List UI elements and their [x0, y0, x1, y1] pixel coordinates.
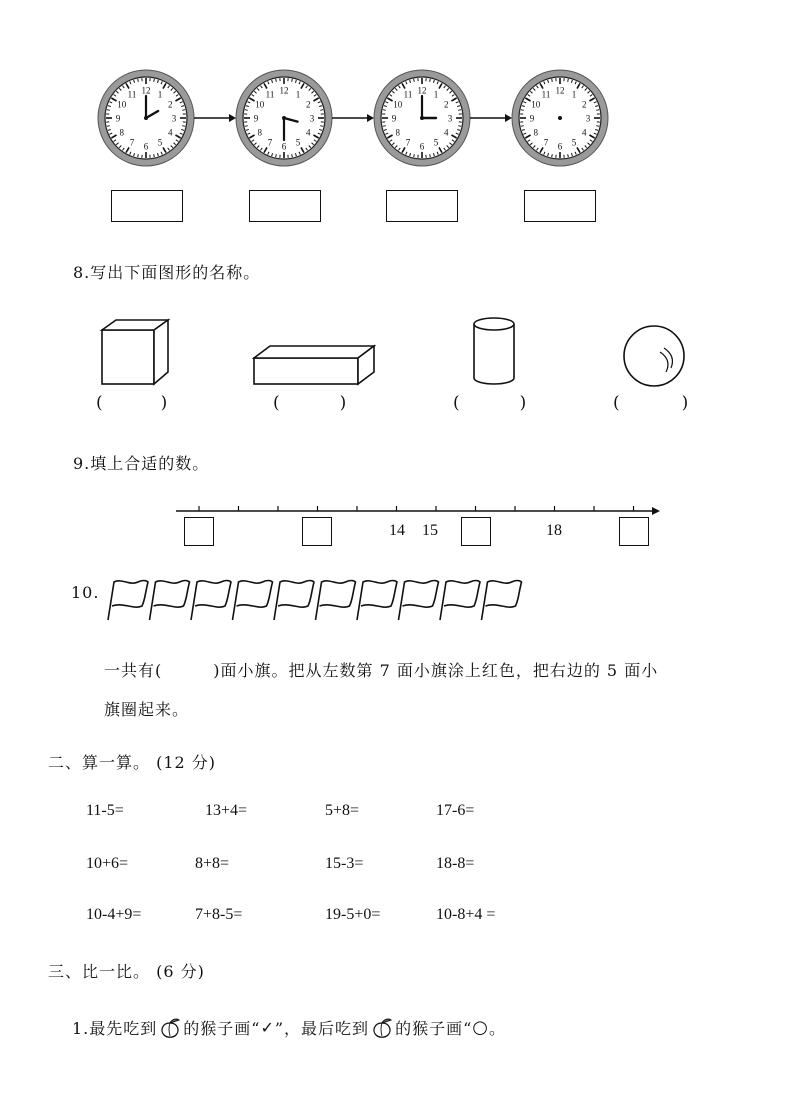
circle-mark-icon: ○: [472, 1017, 489, 1038]
svg-text:3: 3: [309, 113, 315, 124]
flag-icon: [440, 581, 480, 621]
answer-blank[interactable]: ( ): [273, 393, 347, 413]
equation: 11-5=: [86, 802, 124, 819]
flag-icon: [274, 581, 314, 621]
clock-icon: [236, 70, 332, 166]
svg-text:6: 6: [419, 141, 425, 152]
arrow-icon: [470, 114, 512, 122]
svg-text:5: 5: [295, 137, 301, 148]
svg-text:5: 5: [571, 137, 577, 148]
number-line-box[interactable]: [461, 517, 491, 546]
equation: 10+6=: [86, 855, 129, 872]
svg-text:4: 4: [305, 127, 311, 138]
equation: 7+8-5=: [195, 906, 243, 923]
equation: 15-3=: [325, 855, 364, 872]
equation: 18-8=: [436, 855, 475, 872]
clock-icon: [512, 70, 608, 166]
svg-text:7: 7: [267, 137, 273, 148]
cuboid-icon: [254, 346, 374, 384]
svg-text:6: 6: [281, 141, 287, 152]
equation: 13+4=: [205, 802, 248, 819]
cylinder-icon: [474, 318, 514, 384]
number-line-label: 15: [422, 522, 438, 539]
svg-text:8: 8: [395, 127, 401, 138]
question-10-line2: 旗圈起来。: [104, 700, 190, 719]
check-mark-icon: ✓: [260, 1018, 275, 1037]
arrow-icon: [194, 114, 236, 122]
sphere-icon: [624, 326, 684, 386]
flag-icon: [233, 581, 273, 621]
flag-icon: [316, 581, 356, 621]
equation: 5+8=: [325, 802, 360, 819]
svg-text:10: 10: [255, 99, 265, 110]
answer-blank[interactable]: ( ): [613, 393, 689, 413]
svg-text:4: 4: [167, 127, 173, 138]
section-2-title: 二、算一算。 (12 分): [48, 753, 217, 772]
flag-icon: [399, 581, 439, 621]
peach-icon: [158, 1017, 182, 1039]
clock-answer-box[interactable]: [524, 190, 596, 222]
svg-text:11: 11: [265, 89, 275, 100]
svg-text:2: 2: [581, 99, 587, 110]
svg-text:2: 2: [167, 99, 173, 110]
svg-text:3: 3: [171, 113, 177, 124]
equation: 8+8=: [195, 855, 230, 872]
svg-text:7: 7: [405, 137, 411, 148]
svg-text:7: 7: [129, 137, 135, 148]
clock-answer-box[interactable]: [111, 190, 183, 222]
number-line-box[interactable]: [184, 517, 214, 546]
flag-icon: [108, 581, 148, 621]
arrow-icon: [332, 114, 374, 122]
shapes-row: [0, 300, 790, 400]
flags-row: [100, 572, 540, 628]
number-line-label: 18: [546, 522, 562, 539]
peach-icon: [370, 1017, 394, 1039]
svg-text:1: 1: [295, 89, 301, 100]
svg-text:6: 6: [557, 141, 563, 152]
svg-text:1: 1: [571, 89, 577, 100]
equation: 19-5+0=: [325, 906, 381, 923]
svg-text:11: 11: [541, 89, 551, 100]
number-line-label: 14: [389, 522, 405, 539]
flag-icon: [482, 581, 522, 621]
question-10-line1: 一共有( )面小旗。把从左数第 7 面小旗涂上红色，把右边的 5 面小: [104, 661, 659, 680]
equation: 17-6=: [436, 802, 475, 819]
flag-icon: [191, 581, 231, 621]
svg-text:9: 9: [391, 113, 397, 124]
svg-text:1: 1: [433, 89, 439, 100]
svg-text:11: 11: [403, 89, 413, 100]
svg-text:9: 9: [253, 113, 259, 124]
number-line-box[interactable]: [302, 517, 332, 546]
q1-text: 1.最先吃到: [72, 1019, 158, 1038]
svg-text:4: 4: [443, 127, 449, 138]
svg-text:12: 12: [141, 85, 151, 96]
equation: 10-4+9=: [86, 906, 142, 923]
svg-text:9: 9: [115, 113, 121, 124]
number-line-box[interactable]: [619, 517, 649, 546]
svg-text:10: 10: [531, 99, 541, 110]
svg-text:5: 5: [433, 137, 439, 148]
q1-text: 的猴子画“: [183, 1019, 261, 1038]
svg-text:7: 7: [543, 137, 549, 148]
svg-text:12: 12: [555, 85, 565, 96]
svg-text:4: 4: [581, 127, 587, 138]
clock-icon: [98, 70, 194, 166]
svg-text:1: 1: [157, 89, 163, 100]
svg-text:9: 9: [529, 113, 535, 124]
cube-icon: [102, 320, 168, 384]
question-8-title: 8.写出下面图形的名称。: [73, 263, 261, 282]
svg-text:11: 11: [127, 89, 137, 100]
svg-text:3: 3: [585, 113, 591, 124]
section-3-title: 三、比一比。 (6 分): [48, 962, 205, 981]
svg-text:2: 2: [305, 99, 311, 110]
svg-text:12: 12: [417, 85, 427, 96]
clock-icon: [374, 70, 470, 166]
flag-icon: [357, 581, 397, 621]
answer-blank[interactable]: ( ): [96, 393, 168, 413]
section-3-question-1: [72, 1016, 506, 1039]
q1-text: 的猴子画“: [395, 1019, 473, 1038]
question-10-number: 10.: [71, 583, 100, 602]
equation: 10-8+4 =: [436, 906, 496, 923]
clock-answer-box[interactable]: [386, 190, 458, 222]
question-9-title: 9.填上合适的数。: [73, 454, 210, 473]
svg-text:2: 2: [443, 99, 449, 110]
q1-text: ”，最后吃到: [274, 1019, 370, 1038]
svg-text:10: 10: [117, 99, 127, 110]
svg-text:8: 8: [119, 127, 125, 138]
svg-text:3: 3: [447, 113, 453, 124]
svg-text:5: 5: [157, 137, 163, 148]
answer-blank[interactable]: ( ): [453, 393, 527, 413]
svg-text:8: 8: [533, 127, 539, 138]
clock-answer-box[interactable]: [249, 190, 321, 222]
svg-text:6: 6: [143, 141, 149, 152]
flag-icon: [150, 581, 190, 621]
svg-text:8: 8: [257, 127, 263, 138]
svg-text:12: 12: [279, 85, 289, 96]
q1-text: 。: [488, 1019, 506, 1038]
svg-text:10: 10: [393, 99, 403, 110]
